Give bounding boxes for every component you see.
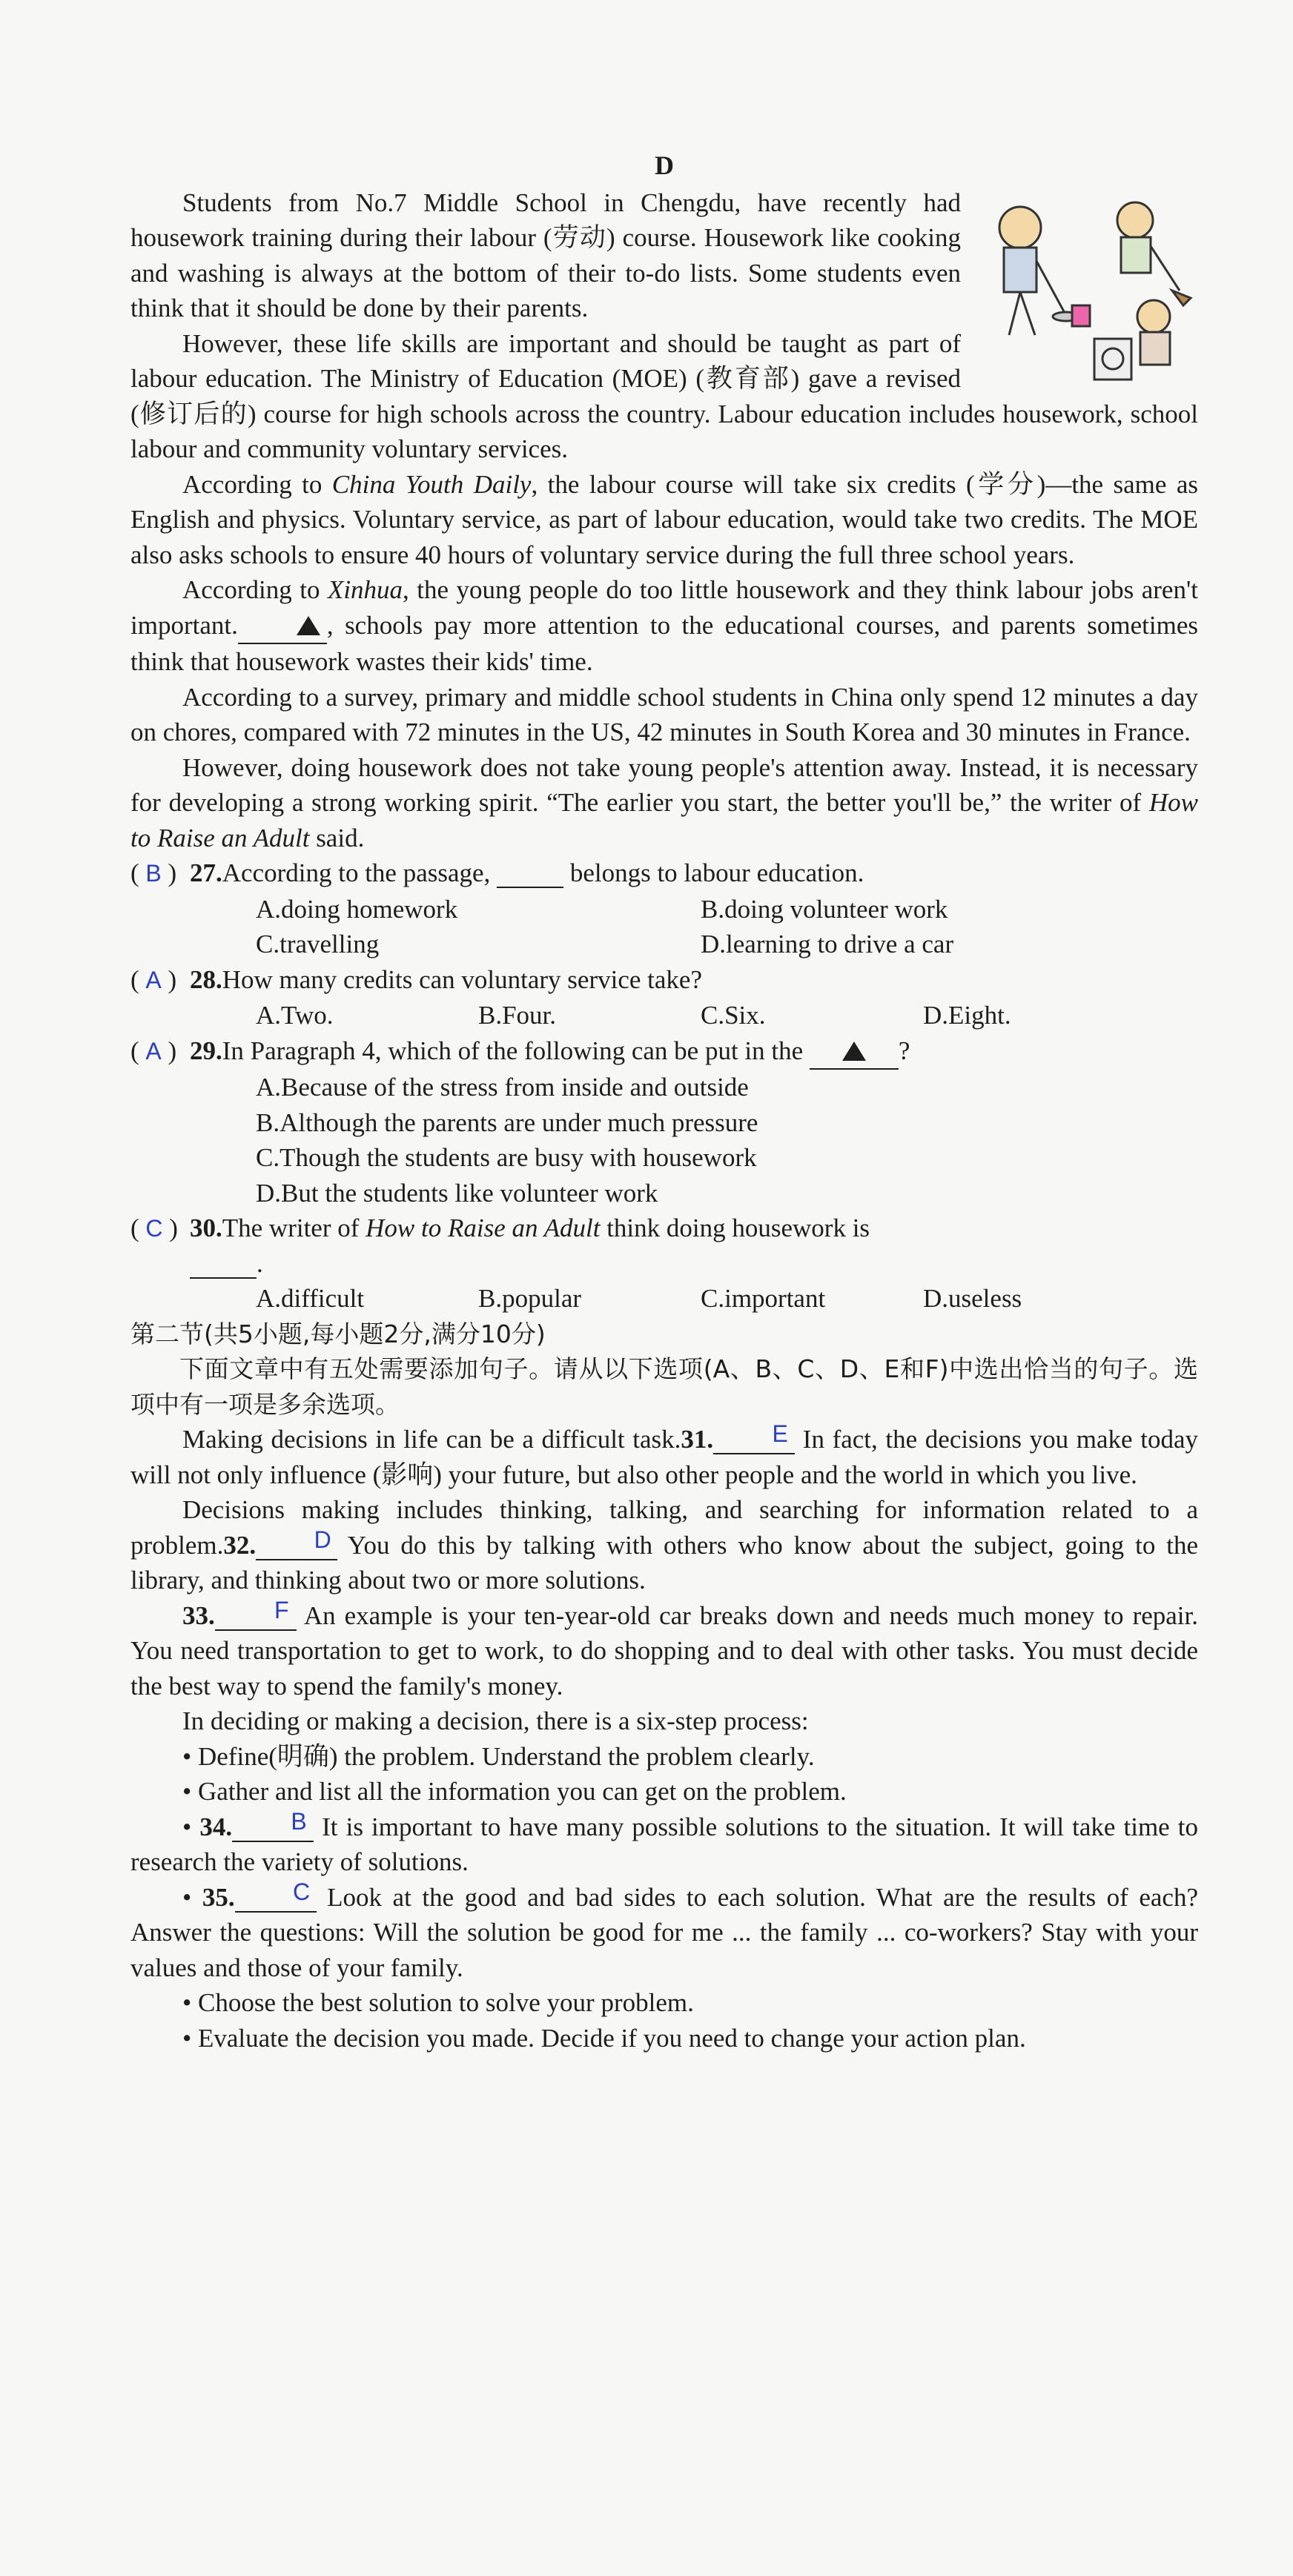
option: C.important bbox=[701, 1284, 826, 1313]
source-china-youth-daily: China Youth Daily bbox=[331, 469, 532, 499]
answer-32: D bbox=[314, 1526, 331, 1553]
question-30: ( C ) 30.The writer of How to Raise an Adult think doing housework is . bbox=[130, 1213, 870, 1278]
passage-paragraph-2: However, these life skills are important and should be taught as part of labour education. The Ministry of Education (MOE) (教育部) gave a revised (修订后的) course for high schools across the country. Labour education includes housework, school labour and community voluntary services. bbox=[130, 328, 1198, 463]
step-4: • 35. C Look at the good and bad sides to each solution. What are the results of each? Answer the questions: Will the solution be good for me ... the family ... co-workers? Stay with your values and those of your family. bbox=[130, 1878, 1198, 1982]
blank-34 bbox=[232, 1807, 314, 1842]
options-28 bbox=[130, 998, 1198, 1033]
option: B.Four. bbox=[478, 1001, 557, 1030]
step-5: • Choose the best solution to solve your problem. bbox=[182, 1988, 694, 2017]
passage-paragraph-1: Students from No.7 Middle School in Chengdu, have recently had housework training during their labour (劳动) course. Housework like cooking and washing is always at the bottom of their to-do lists. Some students even think that it should be done by their parents. bbox=[130, 188, 961, 322]
option: B.doing volunteer work bbox=[701, 894, 948, 924]
blank-35 bbox=[235, 1878, 317, 1913]
option: B.Although the parents are under much pressure bbox=[256, 1107, 758, 1137]
section2-paragraph-3: 33. F An example is your ten-year-old car breaks down and needs much money to repair. You need transportation to get to work, to do shopping and to deal with other tasks. You must decide the best way to spend the family's money. bbox=[130, 1596, 1198, 1701]
option: A.Because of the stress from inside and outside bbox=[256, 1073, 749, 1102]
passage-paragraph-4: According to Xinhua, the young people do too little housework and they think labour jobs aren't important. , schools pay more attention to the educational courses, and parents sometimes think that housework wastes their kids' time. bbox=[130, 575, 1198, 676]
passage-heading: D bbox=[655, 150, 674, 180]
source-xinhua: Xinhua bbox=[327, 575, 403, 604]
option: C.Though the students are busy with housework bbox=[256, 1143, 757, 1172]
answer-30: C bbox=[145, 1215, 163, 1242]
answer-28: A bbox=[145, 966, 162, 993]
step-3: • 34. B It is important to have many possible solutions to the situation. It will take time to research the variety of solutions. bbox=[130, 1807, 1198, 1876]
option: D.Eight. bbox=[923, 1001, 1011, 1030]
answer-35: C bbox=[293, 1878, 311, 1905]
option: C.travelling bbox=[256, 930, 380, 958]
answer-27: B bbox=[145, 860, 162, 887]
question-29: ( A ) 29.In Paragraph 4, which of the following can be put in the ? bbox=[130, 1033, 1198, 1070]
section2-paragraph-2: Decisions making includes thinking, talking, and searching for information related to a problem.32. D You do this by talking with others who know about the subject, going to the library, and thinking about two or more solutions. bbox=[130, 1495, 1198, 1595]
option: D.But the students like volunteer work bbox=[256, 1178, 658, 1208]
section2-paragraph-1: Making decisions in life can be a difficult task.31. E In fact, the decisions you make today will not only influence (影响) your future, but also other people and the world in which you live. bbox=[130, 1420, 1198, 1489]
options-30 bbox=[130, 1281, 1198, 1317]
step-2: • Gather and list all the information you can get on the problem. bbox=[182, 1777, 847, 1806]
passage-paragraph-5: According to a survey, primary and middle school students in China only spend 12 minutes a day on chores, compared with 72 minutes in the US, 42 minutes in South Korea and 30 minutes in France. bbox=[130, 682, 1198, 746]
step-1: • Define(明确) the problem. Understand the problem clearly. bbox=[182, 1741, 815, 1771]
option: A.Two. bbox=[256, 1001, 334, 1030]
step-6: • Evaluate the decision you made. Decide if you need to change your action plan. bbox=[182, 2023, 1026, 2053]
options-29 bbox=[130, 1070, 1198, 1211]
question-27: ( B ) 27.According to the passage, belongs to labour education. bbox=[130, 858, 864, 887]
question-28: ( A ) 28.How many credits can voluntary service take? bbox=[130, 964, 702, 994]
option: A.doing homework bbox=[256, 894, 458, 924]
passage-paragraph-3: According to China Youth Daily, the labour course will take six credits (学分)—the same as English and physics. Voluntary service, as part of labour education, would take two credits. The MOE also asks schools to ensure 40 hours of voluntary service during the full three school years. bbox=[130, 469, 1198, 569]
option: B.popular bbox=[478, 1284, 582, 1313]
option: D.useless bbox=[923, 1284, 1022, 1313]
option: C.Six. bbox=[701, 1001, 766, 1030]
triangle-icon bbox=[297, 616, 320, 635]
section-title: 第二节(共5小题,每小题2分,满分10分) bbox=[130, 1319, 546, 1348]
blank-30 bbox=[190, 1251, 257, 1279]
passage-paragraph-6: However, doing housework does not take young people's attention away. Instead, it is necessary for developing a strong working spirit. “The earlier you start, the better you'll be,” the writer of How to Raise an Adult said. bbox=[130, 752, 1198, 852]
blank-32 bbox=[256, 1526, 337, 1560]
section2-paragraph-4: In deciding or making a decision, there is a six-step process: bbox=[182, 1706, 809, 1735]
blank-31 bbox=[713, 1420, 795, 1454]
answer-33: F bbox=[274, 1596, 289, 1623]
section-instruction: 下面文章中有五处需要添加句子。请从以下选项(A、B、C、D、E和F)中选出恰当的句子。选项中有一项是多余选项。 bbox=[130, 1354, 1198, 1419]
blank-33 bbox=[215, 1596, 297, 1631]
blank-triangle bbox=[238, 608, 327, 645]
blank-triangle bbox=[810, 1033, 899, 1070]
housework-cartoon bbox=[976, 187, 1198, 394]
triangle-icon bbox=[842, 1042, 866, 1061]
book-title: How to Raise an Adult bbox=[130, 788, 1198, 852]
option: D.learning to drive a car bbox=[701, 930, 954, 958]
answer-31: E bbox=[772, 1420, 788, 1447]
option: A.difficult bbox=[256, 1284, 365, 1313]
blank-27 bbox=[497, 860, 563, 888]
options-27 bbox=[130, 892, 1198, 962]
answer-29: A bbox=[145, 1037, 162, 1064]
answer-34: B bbox=[291, 1807, 307, 1835]
page bbox=[130, 148, 1198, 2056]
